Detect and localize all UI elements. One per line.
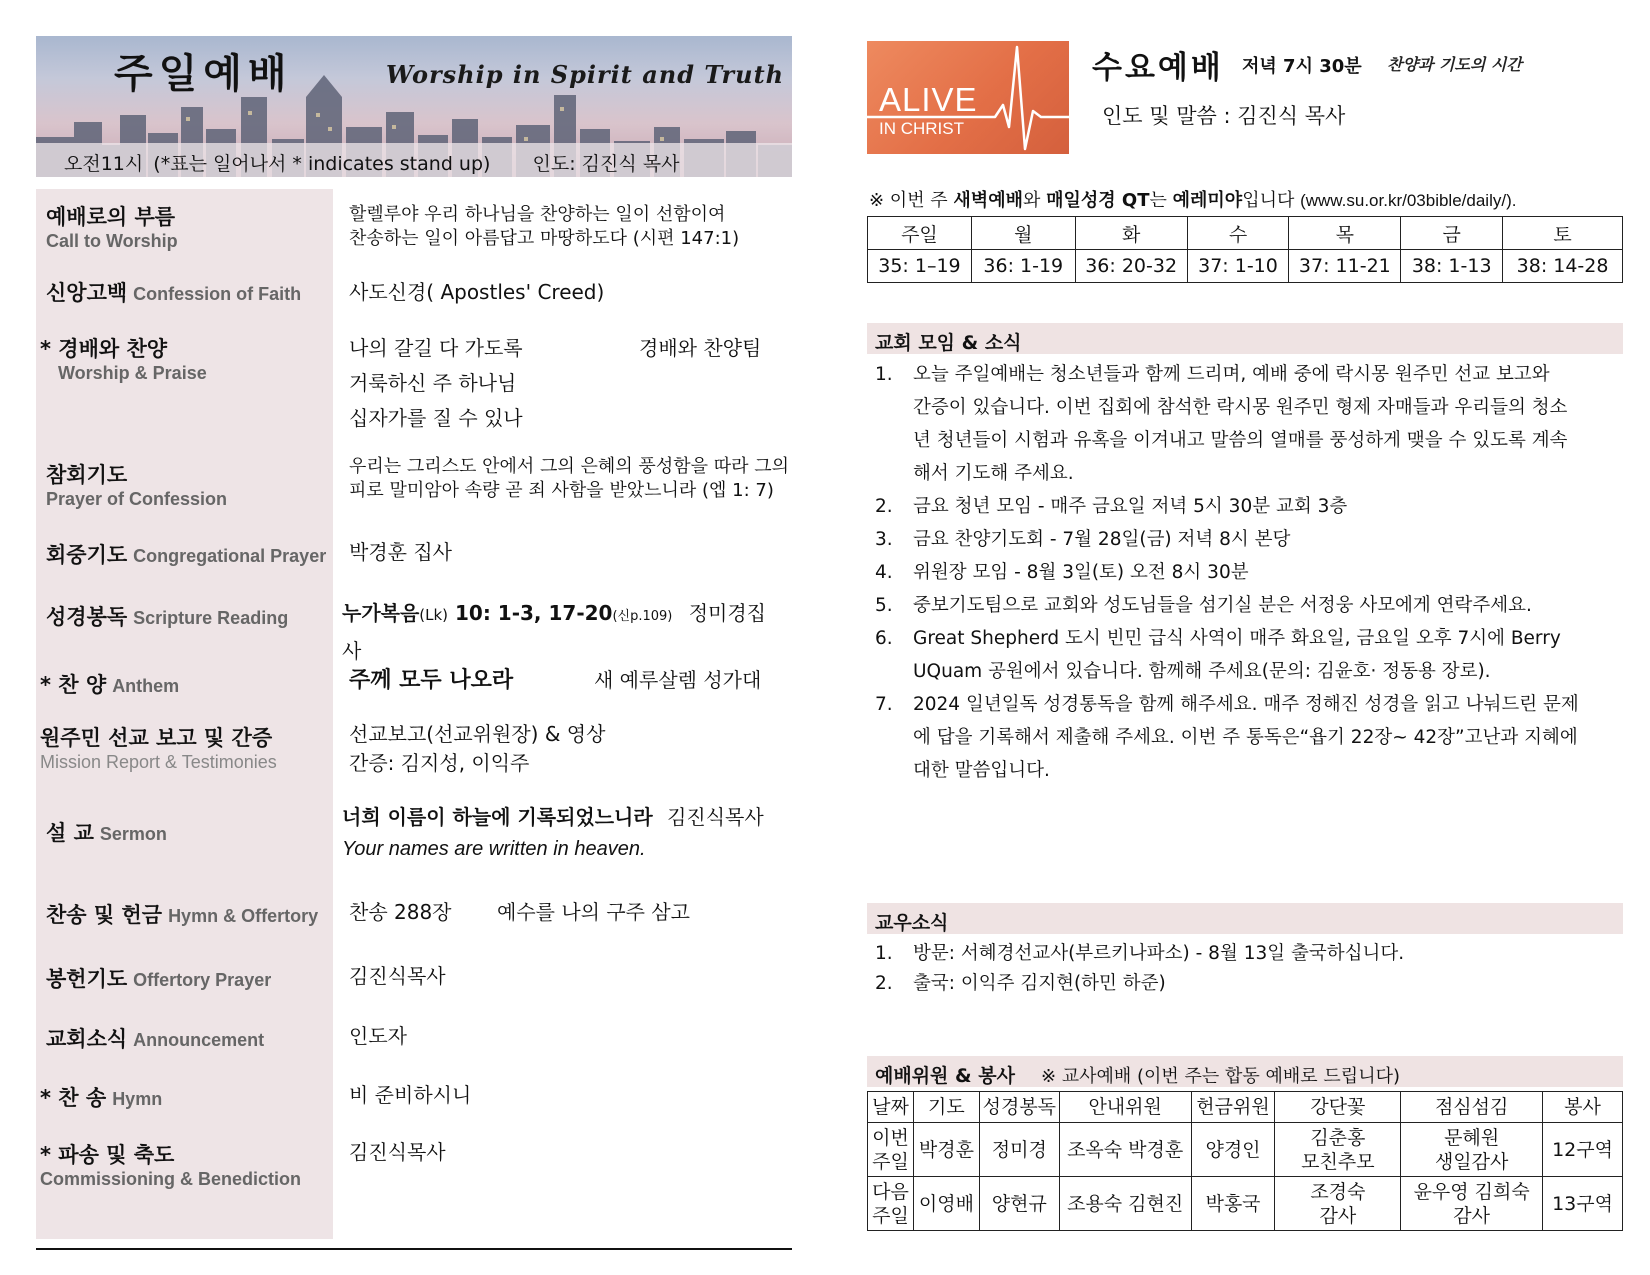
hymn-title: 예수를 나의 구주 삼고 bbox=[497, 900, 690, 924]
scripture-book-en: (Lk) bbox=[419, 606, 449, 624]
order-label-en: Prayer of Confession bbox=[46, 489, 228, 509]
member-news-item bbox=[867, 939, 1623, 969]
worship-banner bbox=[36, 36, 792, 177]
order-content: 김진식목사 bbox=[349, 1140, 446, 1164]
worship-leader: 인도: 김진식 목사 bbox=[532, 153, 680, 175]
note-bold: 새벽예배 bbox=[953, 190, 1023, 211]
member-news-list bbox=[867, 939, 1623, 999]
news-line: 대한 말씀입니다. bbox=[913, 760, 1050, 781]
reading-ref: 38: 1-13 bbox=[1401, 250, 1503, 283]
order-label-en: Commissioning & Benediction bbox=[40, 1169, 302, 1189]
duty-roster-title: 예배위원 & 봉사 bbox=[875, 1065, 1015, 1087]
member-news-text: 방문: 서혜경선교사(부르키나파소) - 8월 13일 출국하십니다. bbox=[913, 943, 1405, 964]
member-news-item bbox=[867, 969, 1623, 999]
duty-header: 성경봉독 bbox=[979, 1092, 1059, 1123]
item-number: 4. bbox=[875, 562, 893, 583]
reading-day: 주일 bbox=[868, 217, 972, 250]
note-bold: 예레미야 bbox=[1172, 190, 1243, 211]
order-label-ko: * 찬 송 bbox=[40, 1086, 107, 1110]
duty-date: 이번 주일 bbox=[868, 1123, 914, 1177]
duty-reader: 정미경 bbox=[979, 1123, 1059, 1177]
order-label-ko: 교회소식 bbox=[46, 1027, 128, 1051]
duty-header: 봉사 bbox=[1543, 1092, 1623, 1123]
reading-day: 화 bbox=[1075, 217, 1187, 250]
duty-reader: 양현규 bbox=[979, 1177, 1059, 1231]
duty-flower: 조경숙 감사 bbox=[1275, 1177, 1401, 1231]
reading-day: 월 bbox=[971, 217, 1075, 250]
order-of-worship bbox=[36, 189, 792, 1250]
wednesday-worship-title: 수요예배 bbox=[1092, 50, 1224, 86]
order-label-ko: 원주민 선교 보고 및 간증 bbox=[40, 726, 273, 750]
news-line: 금요 찬양기도회 - 7월 28일(금) 저녁 8시 본당 bbox=[913, 529, 1291, 550]
reading-day: 토 bbox=[1503, 217, 1623, 250]
note-bold: 매일성경 QT bbox=[1046, 190, 1150, 211]
order-label-ko: 성경봉독 bbox=[46, 605, 128, 629]
news-item bbox=[867, 688, 1623, 787]
item-number: 2. bbox=[875, 496, 893, 517]
praise-song: 거룩하신 주 하나님 bbox=[349, 371, 517, 395]
order-label-ko: 찬송 및 헌금 bbox=[46, 903, 163, 927]
reading-ref-row bbox=[868, 250, 1623, 283]
news-item bbox=[867, 556, 1623, 589]
news-item bbox=[867, 589, 1623, 622]
reading-ref: 36: 1-19 bbox=[971, 250, 1075, 283]
news-item bbox=[867, 622, 1623, 688]
logo-line-1: ALIVE bbox=[879, 81, 978, 118]
news-item bbox=[867, 490, 1623, 523]
reading-ref: 35: 1–19 bbox=[868, 250, 972, 283]
order-label-en: Hymn & Offertory bbox=[168, 906, 319, 926]
bible-url: (www.su.or.kr/03bible/daily/). bbox=[1300, 191, 1517, 210]
duty-offering: 박홍국 bbox=[1191, 1177, 1275, 1231]
news-item bbox=[867, 523, 1623, 556]
duty-prayer: 박경훈 bbox=[913, 1123, 979, 1177]
order-label-en: Offertory Prayer bbox=[133, 970, 272, 990]
bottom-divider bbox=[36, 1248, 792, 1250]
church-news-list bbox=[867, 358, 1623, 787]
reading-day: 수 bbox=[1187, 217, 1289, 250]
order-content: 박경훈 집사 bbox=[349, 540, 452, 564]
member-news-heading: 교우소식 bbox=[867, 903, 1623, 934]
order-content: 선교보고(선교위원장) & 영상 bbox=[349, 722, 606, 746]
news-line: 금요 청년 모임 - 매주 금요일 저녁 5시 30분 교회 3층 bbox=[913, 496, 1348, 517]
order-label-ko: 신앙고백 bbox=[46, 281, 128, 305]
reading-day-row bbox=[868, 217, 1623, 250]
order-content: 우리는 그리스도 안에서 그의 은혜의 풍성함을 따라 그의 bbox=[349, 456, 789, 477]
daily-bible-note bbox=[869, 186, 1516, 212]
church-news-heading: 교회 모임 & 소식 bbox=[867, 323, 1623, 354]
news-line: 해서 기도해 주세요. bbox=[913, 463, 1074, 484]
hymn-number: 찬송 288장 bbox=[349, 900, 452, 924]
duty-header: 강단꽃 bbox=[1275, 1092, 1401, 1123]
news-line: 오늘 주일예배는 청소년들과 함께 드리며, 예배 중에 락시몽 원주민 선교 보고와 bbox=[913, 364, 1550, 385]
order-label-en: Worship & Praise bbox=[58, 363, 207, 383]
note-text: 와 bbox=[1022, 190, 1047, 211]
worship-info-bar bbox=[36, 143, 792, 177]
duty-header: 헌금위원 bbox=[1191, 1092, 1275, 1123]
duty-header: 점심섬김 bbox=[1401, 1092, 1543, 1123]
scripture-page: (신p.109) bbox=[612, 609, 673, 624]
order-label-en: Congregational Prayer bbox=[133, 546, 327, 566]
order-label-en: Anthem bbox=[112, 676, 180, 696]
duty-flower: 김춘홍 모친추모 bbox=[1275, 1123, 1401, 1177]
note-text: 는 bbox=[1149, 190, 1173, 211]
order-label-ko: * 경배와 찬양 bbox=[40, 337, 168, 361]
order-content: 간증: 김지성, 이익주 bbox=[349, 751, 530, 775]
news-line: 년 청년들이 시험과 유혹을 이겨내고 말씀의 열매를 풍성하게 맺을 수 있도록 계속 bbox=[913, 430, 1568, 451]
news-line: 2024 일년일독 성경통독을 함께 해주세요. 매주 정해진 성경을 읽고 나눠드린 문제 bbox=[913, 694, 1579, 715]
news-line: Great Shepherd 도시 빈민 급식 사역이 매주 화요일, 금요일 오후 7시에 Berry bbox=[913, 628, 1561, 649]
item-number: 6. bbox=[875, 628, 893, 649]
duty-usher: 조용숙 김현진 bbox=[1059, 1177, 1191, 1231]
order-label-en: Announcement bbox=[133, 1030, 265, 1050]
praise-song: 나의 갈길 다 가도록 bbox=[349, 336, 523, 360]
order-label-en: Sermon bbox=[99, 824, 167, 844]
anthem-title: 주께 모두 나오라 bbox=[349, 668, 514, 693]
scripture-reference: 10: 1-3, 17-20 bbox=[448, 601, 613, 625]
duty-lunch: 윤우영 김희숙 감사 bbox=[1401, 1177, 1543, 1231]
order-label-ko: * 파송 및 축도 bbox=[40, 1143, 175, 1167]
duty-service: 12구역 bbox=[1543, 1123, 1623, 1177]
order-content: 피로 말미암아 속량 곧 죄 사함을 받았느니라 (엡 1: 7) bbox=[349, 480, 774, 501]
wednesday-worship-subtitle: 찬양과 기도의 시간 bbox=[1387, 55, 1522, 74]
order-content: 사도신경( Apostles' Creed) bbox=[349, 280, 605, 304]
duty-row-this-week bbox=[868, 1123, 1623, 1177]
reading-day: 금 bbox=[1401, 217, 1503, 250]
item-number: 7. bbox=[875, 694, 893, 715]
reading-ref: 36: 20-32 bbox=[1075, 250, 1187, 283]
sermon-title-en: Your names are written in heaven. bbox=[342, 838, 646, 860]
order-label-ko: 예배로의 부름 bbox=[46, 205, 176, 229]
order-label-ko: 봉헌기도 bbox=[46, 967, 128, 991]
duty-header: 안내위원 bbox=[1059, 1092, 1191, 1123]
item-number: 5. bbox=[875, 595, 893, 616]
preacher: 김진식목사 bbox=[667, 805, 764, 829]
note-text: ※ 이번 주 bbox=[869, 190, 954, 211]
daily-reading-table bbox=[867, 216, 1623, 283]
item-number: 1. bbox=[875, 364, 893, 385]
reading-ref: 37: 1-10 bbox=[1187, 250, 1289, 283]
duty-offering: 양경인 bbox=[1191, 1123, 1275, 1177]
duty-prayer: 이영배 bbox=[913, 1177, 979, 1231]
news-line: 위원장 모임 - 8월 3일(토) 오전 8시 30분 bbox=[913, 562, 1249, 583]
wednesday-worship-leader: 인도 및 말씀 : 김진식 목사 bbox=[1102, 104, 1346, 128]
reading-ref: 38: 14-28 bbox=[1503, 250, 1623, 283]
order-label-ko: 참회기도 bbox=[46, 463, 128, 487]
order-label-ko: 회중기도 bbox=[46, 543, 128, 567]
stand-up-note: (*표는 일어나서 * indicates stand up) bbox=[153, 153, 491, 175]
note-text: 입니다 bbox=[1242, 190, 1301, 211]
duty-header: 기도 bbox=[913, 1092, 979, 1123]
duty-lunch: 문혜원 생일감사 bbox=[1401, 1123, 1543, 1177]
choir-name: 새 예루살렘 성가대 bbox=[594, 668, 762, 692]
order-label-ko: 설 교 bbox=[46, 821, 94, 845]
duty-header: 날짜 bbox=[868, 1092, 914, 1123]
order-label-en: Hymn bbox=[112, 1089, 163, 1109]
sunday-worship-title: 주일예배 bbox=[114, 51, 293, 97]
news-line: 에 답을 기록해서 제출해 주세요. 이번 주 통독은“욥기 22장~ 42장”고난과 지혜에 bbox=[913, 727, 1578, 748]
order-label-ko: * 찬 양 bbox=[40, 673, 107, 697]
order-label-en: Confession of Faith bbox=[133, 284, 302, 304]
logo-line-2: IN CHRIST bbox=[879, 119, 964, 138]
member-news-text: 출국: 이익주 김지현(하민 하준) bbox=[913, 973, 1166, 994]
praise-team: 경배와 찬양팀 bbox=[639, 336, 762, 360]
duty-usher: 조옥숙 박경훈 bbox=[1059, 1123, 1191, 1177]
order-content: 할렐루야 우리 하나님을 찬양하는 일이 선함이여 bbox=[349, 204, 726, 225]
scripture-reader: 정미경집사 bbox=[342, 601, 766, 663]
scripture-book: 누가복음 bbox=[342, 601, 420, 625]
wednesday-worship-time: 저녁 7시 30분 bbox=[1242, 56, 1362, 77]
praise-song: 십자가를 질 수 있나 bbox=[349, 406, 523, 430]
order-label-en: Call to Worship bbox=[46, 231, 178, 251]
duty-roster-table bbox=[867, 1091, 1623, 1231]
news-item bbox=[867, 358, 1623, 490]
sunday-worship-page bbox=[36, 36, 792, 1250]
news-line: 간증이 있습니다. 이번 집회에 참석한 락시몽 원주민 형제 자매들과 우리들의 청소 bbox=[913, 397, 1568, 418]
order-content: 찬송하는 일이 아름답고 마땅하도다 (시편 147:1) bbox=[349, 228, 740, 249]
duty-roster-heading bbox=[867, 1056, 1623, 1087]
reading-day: 목 bbox=[1289, 217, 1401, 250]
alive-in-christ-logo bbox=[867, 41, 1069, 154]
duty-roster-note: ※ 교사예배 (이번 주는 합동 예배로 드립니다) bbox=[1040, 1066, 1400, 1087]
news-line: 중보기도팀으로 교회와 성도님들을 섬기실 분은 서정웅 사모에게 연락주세요. bbox=[913, 595, 1532, 616]
item-number: 2. bbox=[875, 973, 893, 994]
worship-time: 오전11시 bbox=[64, 153, 144, 175]
order-content: 비 준비하시니 bbox=[349, 1083, 472, 1107]
item-number: 1. bbox=[875, 943, 893, 964]
order-label-en: Scripture Reading bbox=[133, 608, 289, 628]
order-content: 인도자 bbox=[349, 1024, 407, 1048]
news-line: UQuam 공원에서 있습니다. 함께해 주세요(문의: 김윤호· 정동용 장로). bbox=[913, 661, 1491, 682]
worship-motto: Worship in Spirit and Truth bbox=[386, 60, 785, 89]
reading-ref: 37: 11-21 bbox=[1289, 250, 1401, 283]
item-number: 3. bbox=[875, 529, 893, 550]
duty-row-next-week bbox=[868, 1177, 1623, 1231]
duty-header-row bbox=[868, 1092, 1623, 1123]
order-content: 김진식목사 bbox=[349, 964, 446, 988]
order-label-en: Mission Report & Testimonies bbox=[40, 752, 277, 772]
sermon-title: 너희 이름이 하늘에 기록되었느니라 bbox=[342, 805, 653, 829]
duty-service: 13구역 bbox=[1543, 1177, 1623, 1231]
duty-date: 다음 주일 bbox=[868, 1177, 914, 1231]
